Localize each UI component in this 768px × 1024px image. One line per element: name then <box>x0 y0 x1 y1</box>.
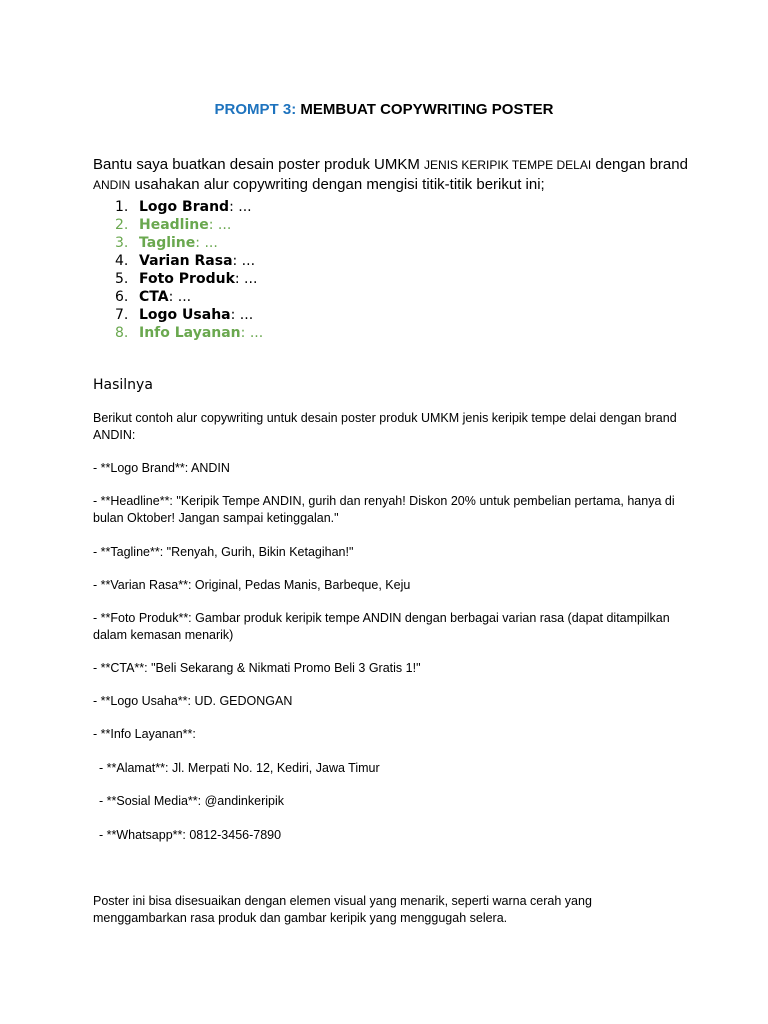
result-heading: Hasilnya <box>93 377 153 393</box>
list-item-label: Info Layanan <box>139 325 241 341</box>
page-title <box>0 100 768 120</box>
list-item-value: : ... <box>208 217 232 233</box>
result-tagline: - **Tagline**: "Renyah, Gurih, Bikin Ketagihan!" <box>93 545 354 559</box>
list-item-label: Foto Produk <box>139 271 235 287</box>
list-item <box>93 306 653 324</box>
result-logo-usaha: - **Logo Usaha**: UD. GEDONGAN <box>93 694 293 708</box>
list-item-label: CTA <box>139 289 169 305</box>
list-item-value: : ... <box>229 199 252 215</box>
list-item-value: : ... <box>230 307 254 323</box>
closing-paragraph: Poster ini bisa disesuaikan dengan elemen visual yang menarik, seperti warna cerah yang menggambarkan rasa produk dan gambar keripik yang menggugah selera. <box>93 894 592 925</box>
list-item-number: 1. <box>115 199 129 215</box>
list-item <box>93 216 653 234</box>
result-logo-brand: - **Logo Brand**: ANDIN <box>93 461 230 475</box>
list-item-value: : ... <box>168 289 192 305</box>
result-sosial-media: - **Sosial Media**: @andinkeripik <box>99 794 284 808</box>
result-intro-paragraph: Berikut contoh alur copywriting untuk desain poster produk UMKM jenis keripik tempe delai dengan brand ANDIN: <box>93 411 677 442</box>
result-foto-produk: - **Foto Produk**: Gambar produk keripik tempe ANDIN dengan berbagai varian rasa (dapat ditampilkan dalam kemasan menarik) <box>93 611 670 642</box>
list-item <box>93 270 653 288</box>
result-info-layanan: - **Info Layanan**: <box>93 727 196 741</box>
intro-text-1: Bantu saya buatkan desain poster produk UMKM <box>93 156 425 173</box>
list-item-value: : ... <box>232 253 256 269</box>
list-item-number: 4. <box>115 253 129 269</box>
list-item-number: 3. <box>115 235 129 251</box>
list-item-number: 6. <box>115 289 129 305</box>
list-item-number: 7. <box>115 307 129 323</box>
result-alamat: - **Alamat**: Jl. Merpati No. 12, Kediri, Jawa Timur <box>99 761 380 775</box>
title-prefix: PROMPT 3: <box>214 101 297 118</box>
list-item <box>93 234 653 252</box>
result-cta: - **CTA**: "Beli Sekarang & Nikmati Promo Beli 3 Gratis 1!" <box>93 661 421 675</box>
list-item <box>93 324 653 342</box>
result-varian-rasa: - **Varian Rasa**: Original, Pedas Manis, Barbeque, Keju <box>93 578 411 592</box>
intro-smallcaps-product: JENIS KERIPIK TEMPE DELAI <box>424 158 592 172</box>
prompt-intro-paragraph <box>93 155 693 195</box>
list-item-number: 2. <box>115 217 129 233</box>
result-headline: - **Headline**: "Keripik Tempe ANDIN, gurih dan renyah! Diskon 20% untuk pembelian pertama, hanya di bulan Oktober! Jangan sampai ketinggalan." <box>93 494 675 525</box>
list-item-label: Logo Brand <box>139 199 230 215</box>
list-item-value: : ... <box>234 271 258 287</box>
list-item-value: : ... <box>240 325 264 341</box>
list-item-label: Tagline <box>139 235 196 251</box>
title-main: MEMBUAT COPYWRITING POSTER <box>300 101 554 118</box>
list-item <box>93 252 653 270</box>
list-item-label: Headline <box>139 217 209 233</box>
intro-text-2: dengan brand <box>591 156 688 173</box>
list-item <box>93 288 653 306</box>
list-item <box>93 198 653 216</box>
list-item-label: Varian Rasa <box>139 253 233 269</box>
intro-smallcaps-brand: ANDIN <box>93 178 131 192</box>
list-item-number: 5. <box>115 271 129 287</box>
intro-text-3: usahakan alur copywriting dengan mengisi titik-titik berikut ini; <box>130 176 545 193</box>
result-whatsapp: - **Whatsapp**: 0812-3456-7890 <box>99 828 282 842</box>
list-item-label: Logo Usaha <box>139 307 231 323</box>
prompt-item-list <box>93 198 653 342</box>
list-item-number: 8. <box>115 325 129 341</box>
list-item-value: : ... <box>195 235 218 251</box>
